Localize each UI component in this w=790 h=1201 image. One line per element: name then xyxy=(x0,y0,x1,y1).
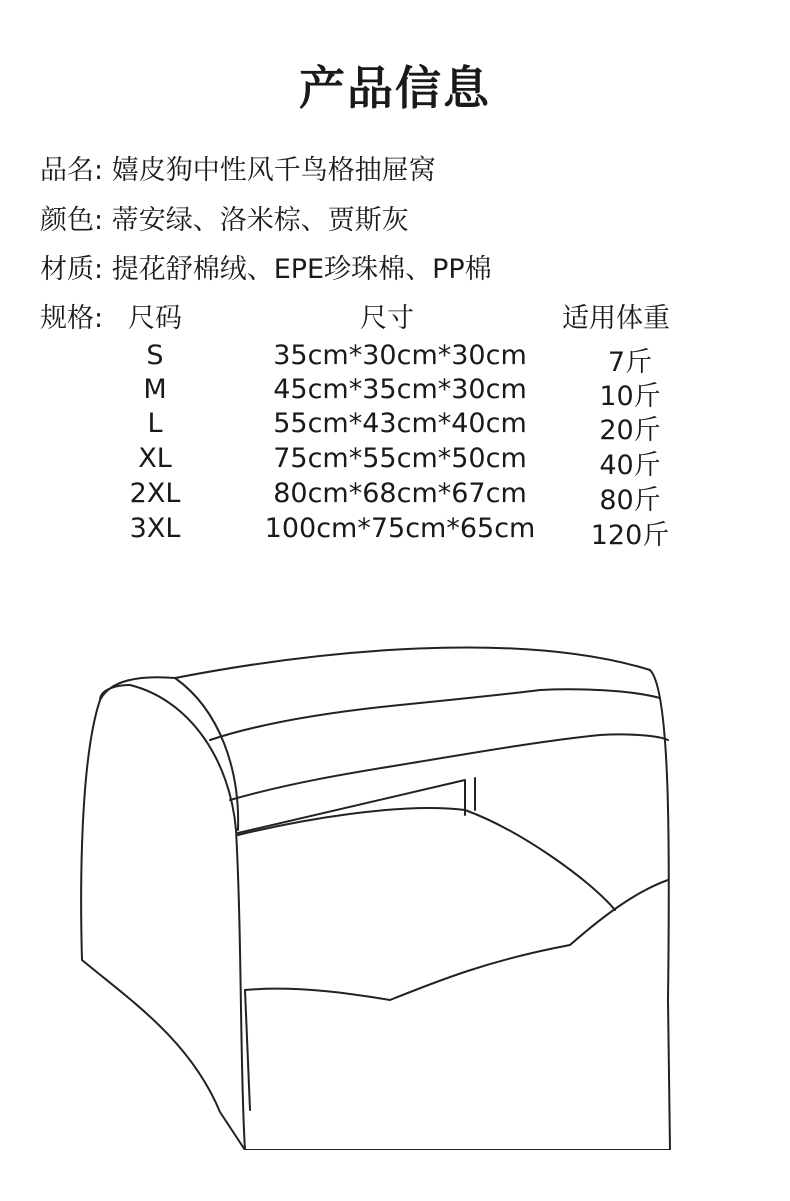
size-row xyxy=(0,478,790,516)
weight-cell: 120斤 xyxy=(590,520,670,551)
color-label: 颜色: xyxy=(40,205,104,236)
size-row xyxy=(0,443,790,481)
dims-cell: 100cm*75cm*65cm xyxy=(264,513,536,544)
material-label: 材质: xyxy=(40,254,104,285)
material-line xyxy=(40,247,492,286)
dims-cell: 45cm*35cm*30cm xyxy=(273,374,527,405)
size-cell: S xyxy=(146,340,164,371)
spec-header-weight: 适用体重 xyxy=(562,303,670,334)
color-value: 蒂安绿、洛米棕、贾斯灰 xyxy=(111,205,409,236)
size-row xyxy=(0,374,790,412)
dims-cell: 35cm*30cm*30cm xyxy=(273,340,527,371)
product-name-value: 嬉皮狗中性风千鸟格抽屉窝 xyxy=(111,155,436,186)
dims-cell: 80cm*68cm*67cm xyxy=(273,478,527,509)
spec-header-size: 尺码 xyxy=(128,303,182,334)
size-cell: 3XL xyxy=(129,513,181,544)
weight-cell: 80斤 xyxy=(599,485,661,516)
bed-back-wall xyxy=(238,778,475,833)
weight-cell: 7斤 xyxy=(607,347,653,378)
inner-ruffle-top xyxy=(210,689,660,740)
material-value: 提花舒棉绒、EPE珍珠棉、PP棉 xyxy=(111,254,492,285)
weight-cell: 40斤 xyxy=(599,450,661,481)
spec-label: 规格: xyxy=(40,303,104,334)
size-cell: M xyxy=(143,374,167,405)
pet-bed-line-drawing xyxy=(70,590,690,1150)
weight-cell: 10斤 xyxy=(599,381,661,412)
page-title: 产品信息 xyxy=(299,61,491,115)
size-cell: L xyxy=(147,408,163,439)
bed-cushion-top xyxy=(238,808,615,910)
spec-header-dims: 尺寸 xyxy=(360,303,414,334)
color-line xyxy=(40,198,409,237)
size-row xyxy=(0,513,790,551)
bed-front-panel-edge xyxy=(175,678,238,830)
product-name-label: 品名: xyxy=(40,155,104,186)
weight-cell: 20斤 xyxy=(599,415,661,446)
size-cell: XL xyxy=(138,443,172,474)
size-cell: 2XL xyxy=(129,478,181,509)
inner-ruffle-bottom xyxy=(230,734,668,800)
bed-roof-outline xyxy=(100,647,670,1150)
size-row xyxy=(0,340,790,378)
bed-floor-line xyxy=(245,990,250,1110)
size-row xyxy=(0,408,790,446)
product-name-line xyxy=(40,148,436,187)
dims-cell: 75cm*55cm*50cm xyxy=(273,443,527,474)
dims-cell: 55cm*43cm*40cm xyxy=(273,408,527,439)
